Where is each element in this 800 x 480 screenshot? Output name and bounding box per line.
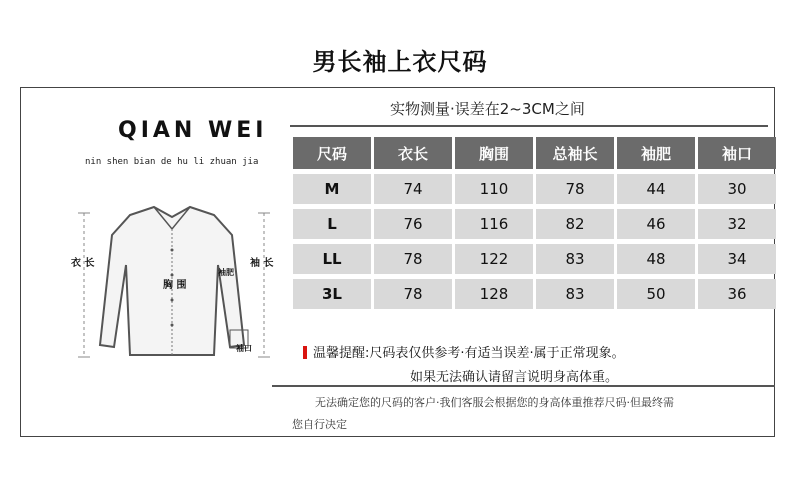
table-cell: 83 <box>536 279 614 309</box>
table-cell: 78 <box>536 174 614 204</box>
size-cell: L <box>293 209 371 239</box>
cuff-label: 袖口 <box>236 344 252 353</box>
header-cell: 总袖长 <box>536 137 614 169</box>
table-row <box>293 279 776 309</box>
page-title: 男长袖上衣尺码 <box>312 48 488 76</box>
table-header-row <box>293 137 776 169</box>
table-cell: 78 <box>374 279 452 309</box>
warning-marker-icon <box>303 346 307 359</box>
table-cell: 30 <box>698 174 776 204</box>
table-cell: 82 <box>536 209 614 239</box>
size-table <box>290 132 779 314</box>
header-cell: 胸围 <box>455 137 533 169</box>
measurement-note: 实物测量·误差在2~3CM之间 <box>390 100 585 118</box>
table-cell: 74 <box>374 174 452 204</box>
header-divider <box>290 125 768 127</box>
header-cell: 袖口 <box>698 137 776 169</box>
table-cell: 78 <box>374 244 452 274</box>
brand-name: QIAN WEI <box>118 118 268 143</box>
table-cell: 44 <box>617 174 695 204</box>
warning-text: 温馨提醒:尺码表仅供参考·有适当误差·属于正常现象。 <box>313 346 625 361</box>
arm-width-label: 袖肥 <box>218 268 234 277</box>
header-cell: 尺码 <box>293 137 371 169</box>
table-row <box>293 174 776 204</box>
length-label: 衣 长 <box>71 258 95 269</box>
table-cell: 122 <box>455 244 533 274</box>
table-cell: 83 <box>536 244 614 274</box>
table-cell: 46 <box>617 209 695 239</box>
chest-label: 胸 围 <box>163 280 187 291</box>
table-cell: 48 <box>617 244 695 274</box>
table-cell: 110 <box>455 174 533 204</box>
header-cell: 衣长 <box>374 137 452 169</box>
table-cell: 36 <box>698 279 776 309</box>
footer-divider <box>272 385 775 387</box>
table-cell: 50 <box>617 279 695 309</box>
size-cell: 3L <box>293 279 371 309</box>
table-cell: 116 <box>455 209 533 239</box>
table-row <box>293 244 776 274</box>
size-cell: LL <box>293 244 371 274</box>
footer-text-line1: 无法确定您的尺码的客户·我们客服会根据您的身高体重推荐尺码·但最终需 <box>315 396 674 409</box>
warning-note-secondary: 如果无法确认请留言说明身高体重。 <box>410 370 619 385</box>
size-cell: M <box>293 174 371 204</box>
table-cell: 32 <box>698 209 776 239</box>
header-cell: 袖肥 <box>617 137 695 169</box>
table-row <box>293 209 776 239</box>
table-cell: 34 <box>698 244 776 274</box>
sleeve-length-label: 袖 长 <box>250 258 274 269</box>
footer-text-line2: 您自行决定 <box>292 418 347 431</box>
brand-subtitle: nin shen bian de hu li zhuan jia <box>85 157 259 167</box>
warning-note <box>303 342 625 361</box>
table-cell: 128 <box>455 279 533 309</box>
table-cell: 76 <box>374 209 452 239</box>
